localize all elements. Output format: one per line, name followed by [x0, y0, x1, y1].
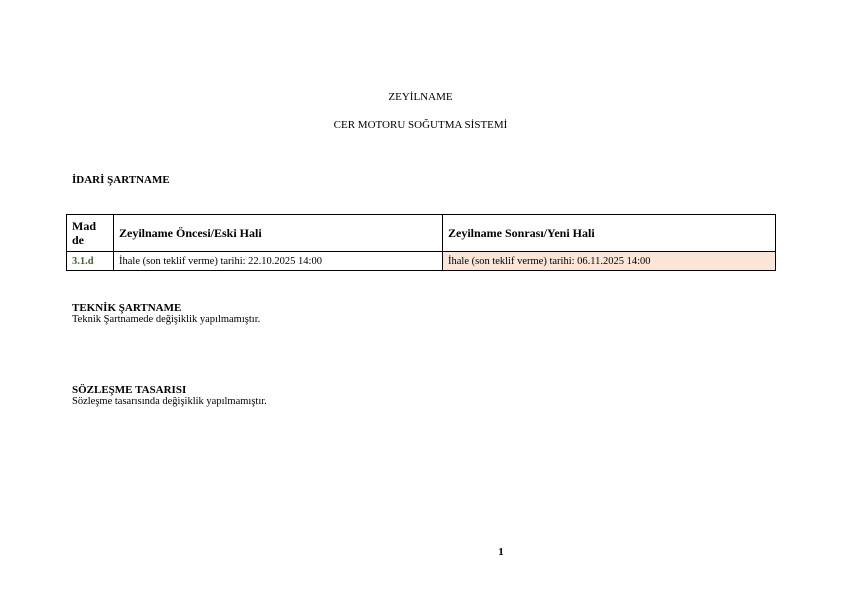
- table-row: [67, 252, 776, 271]
- idari-sartname-heading: İDARİ ŞARTNAME: [72, 174, 170, 186]
- header-eski-hali: Zeyilname Öncesi/Eski Hali: [114, 215, 443, 252]
- sozlesme-tasarisi-heading: SÖZLEŞME TASARISI: [72, 384, 187, 396]
- madde-cell: 3.1.d: [67, 252, 114, 271]
- sozlesme-tasarisi-text: Sözleşme tasarısında değişiklik yapılmamıştır.: [72, 396, 267, 407]
- eski-hali-cell: İhale (son teklif verme) tarihi: 22.10.2025 14:00: [114, 252, 443, 271]
- teknik-sartname-text: Teknik Şartnamede değişiklik yapılmamıştır.: [72, 314, 261, 325]
- teknik-sartname-heading: TEKNİK ŞARTNAME: [72, 302, 182, 314]
- page-number: 1: [498, 546, 504, 558]
- yeni-hali-cell: İhale (son teklif verme) tarihi: 06.11.2025 14:00: [443, 252, 776, 271]
- sozlesme-tasarisi-section: [72, 384, 267, 408]
- teknik-sartname-section: [72, 302, 260, 326]
- document-title: ZEYİLNAME: [388, 91, 453, 103]
- document-subtitle: CER MOTORU SOĞUTMA SİSTEMİ: [333, 119, 508, 131]
- header-madde: Mad de: [67, 215, 114, 252]
- table-header-row: [67, 215, 776, 252]
- zeyilname-table: [66, 214, 776, 271]
- header-yeni-hali: Zeyilname Sonrası/Yeni Hali: [443, 215, 776, 252]
